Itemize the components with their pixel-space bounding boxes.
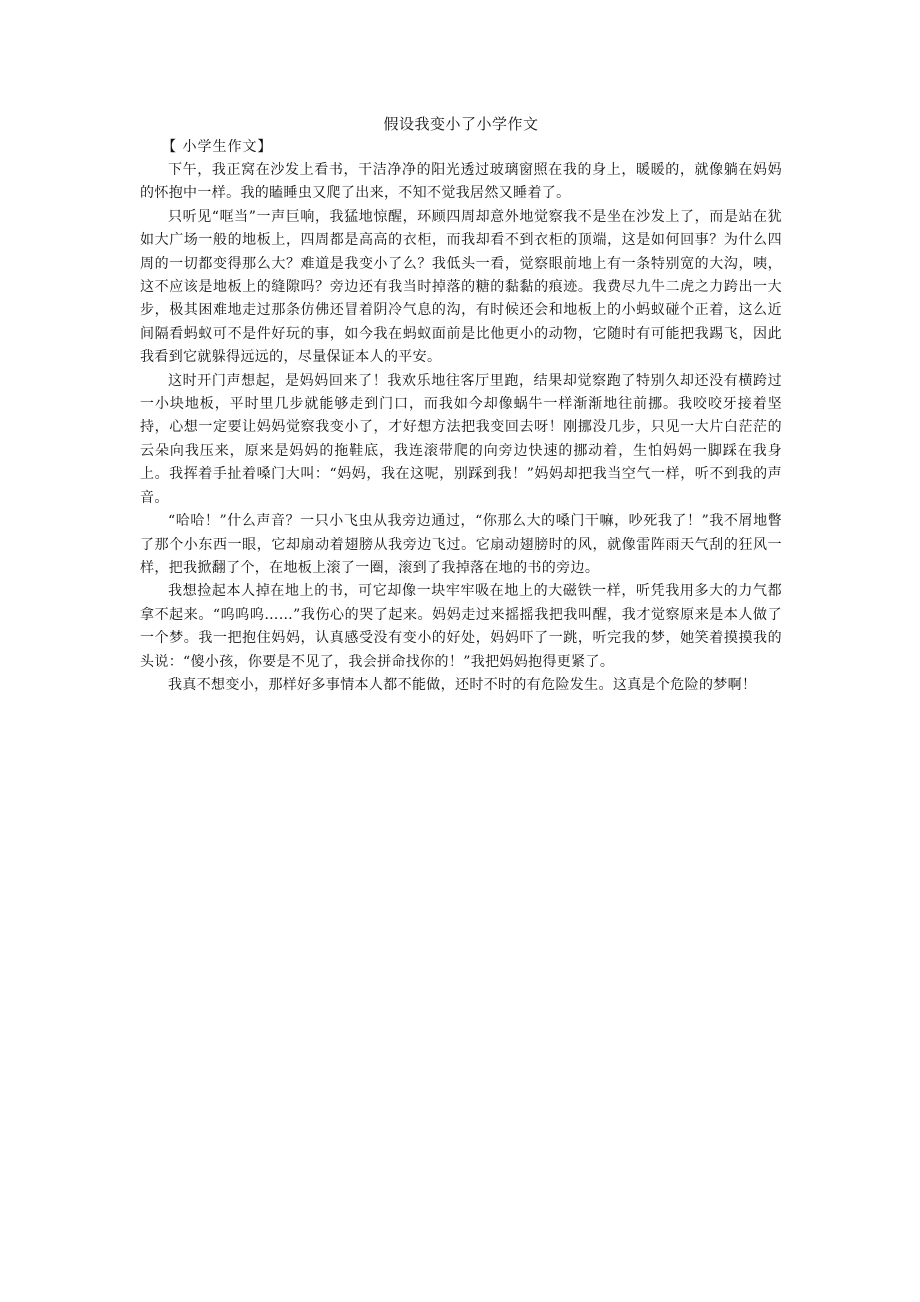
section-label: 【 小学生作文】 bbox=[162, 139, 273, 155]
paragraph-1: 下午，我正窝在沙发上看书，干洁净净的阳光透过玻璃窗照在我的身上，暖暖的，就像躺在妈妈的怀抱中一样。我的瞌睡虫又爬了出来，不知不觉我居然又睡着了。 bbox=[140, 162, 782, 202]
paragraph-6: 我真不想变小，那样好多事情本人都不能做，还时不时的有危险发生。这真是个危险的梦啊！ bbox=[168, 676, 757, 693]
paragraph-2: 只听见“哐当”一声巨响，我猛地惊醒，环顾四周却意外地觉察我不是坐在沙发上了，而是站在犹如大广场一般的地板上，四周都是高高的衣柜，而我却看不到衣柜的顶端，这是如何回事？为什么四周的一切都变得那么大？难道是我变小了么？我低头一看，觉察眼前地上有一条特别宽的大沟，咦，这不应该是地板上的缝隙吗？旁边还有我当时掉落的糖的黏黏的痕迹。我费尽九牛二虎之力跨出一大步，极其困难地走过那条仿佛还冒着阴冷气息的沟，有时候还会和地板上的小蚂蚁碰个正着，这么近间隔看蚂蚁可不是件好玩的事，如今我在蚂蚁面前是比他更小的动物，它随时有可能把我踢飞，因此我看到它就躲得远远的，尽量保证本人的平安。 bbox=[140, 208, 782, 366]
document-title: 假设我变小了小学作文 bbox=[383, 115, 539, 133]
paragraph-5: 我想捡起本人掉在地上的书，可它却像一块牢牢吸在地上的大磁铁一样，听凭我用多大的力气都拿不起来。“呜呜呜……”我伤心的哭了起来。妈妈走过来摇摇我把我叫醒，我才觉察原来是本人做了一个梦。我一把抱住妈妈，认真感受没有变小的好处，妈妈吓了一跳，听完我的梦，她笑着摸摸我的头说：“傻小孩，你要是不见了，我会拼命找你的！”我把妈妈抱得更紧了。 bbox=[140, 583, 782, 670]
document-body bbox=[140, 112, 782, 697]
paragraph-4: “哈哈！”什么声音？一只小飞虫从我旁边通过，“你那么大的嗓门干嘛，吵死我了！”我不屑地瞥了那个小东西一眼，它却扇动着翅膀从我旁边飞过。它扇动翅膀时的风，就像雷阵雨天气刮的狂风一样，把我掀翻了个，在地板上滚了一圈，滚到了我掉落在地的书的旁边。 bbox=[140, 513, 782, 576]
paragraph-3: 这时开门声想起，是妈妈回来了！我欢乐地往客厅里跑，结果却觉察跑了特别久却还没有横跨过一小块地板，平时里几步就能够走到门口，而我如今却像蜗牛一样渐渐地往前挪。我咬咬牙接着坚持，心想一定要让妈妈觉察我变小了，才好想方法把我变回去呀！刚挪没几步，只见一大片白茫茫的云朵向我压来，原来是妈妈的拖鞋底，我连滚带爬的向旁边快速的挪动着，生怕妈妈一脚踩在我身上。我挥着手扯着嗓门大叫：“妈妈，我在这呢，别踩到我！”妈妈却把我当空气一样，听不到我的声音。 bbox=[140, 372, 782, 506]
